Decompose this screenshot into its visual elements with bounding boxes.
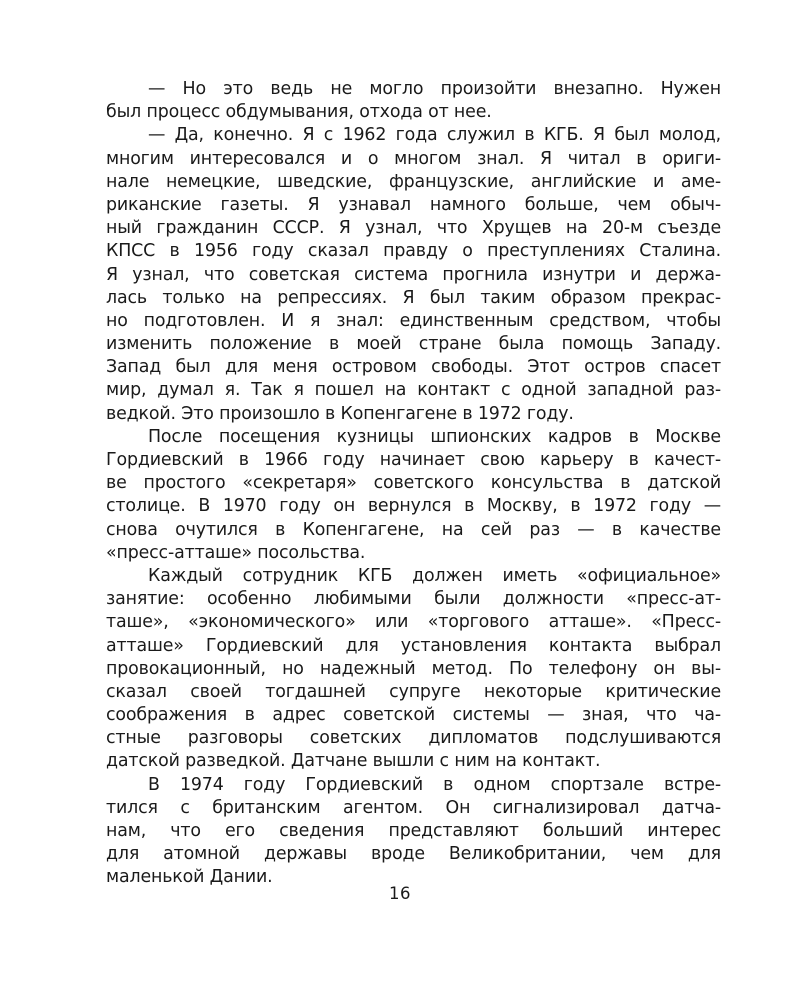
text-line: но подготовлен. И я знал: единственным средством, чтобы xyxy=(106,310,721,331)
text-line: тился с британским агентом. Он сигнализировал датча- xyxy=(106,797,721,818)
text-line: нам, что его сведения представляют больший интерес xyxy=(106,821,721,841)
text-line: изменить положение в моей стране была помощь Западу. xyxy=(106,334,721,355)
text-line: нале немецкие, шведские, французские, английские и аме- xyxy=(106,171,721,192)
text-line: ведкой. Это произошло в Копенгагене в 1972 году. xyxy=(106,403,574,424)
text-line: сказал своей тогдашней супруге некоторые критические xyxy=(106,681,721,702)
paragraph-1 xyxy=(106,78,721,124)
text-line: После посещения кузницы шпионских кадров в Москве xyxy=(148,426,721,447)
text-line: — Да, конечно. Я с 1962 года служил в КГБ. Я был молод, xyxy=(148,125,721,146)
text-line: Запад был для меня островом свободы. Этот остров спасет xyxy=(106,357,721,378)
text-line: таше», «экономического» или «торгового атташе». «Пресс- xyxy=(106,612,721,633)
text-line: соображения в адрес советской системы — зная, что ча- xyxy=(106,705,721,726)
body-text xyxy=(106,78,721,890)
page-number: 16 xyxy=(389,884,411,903)
text-line: был процесс обдумывания, отхода от нее. xyxy=(106,102,492,123)
text-line: занятие: особенно любимыми были должности «пресс-ат- xyxy=(106,589,721,610)
text-line: стные разговоры советских дипломатов подслушиваются xyxy=(106,728,721,749)
text-line: мир, думал я. Так я пошел на контакт с одной западной раз- xyxy=(106,380,721,401)
text-line: маленькой Дании. xyxy=(106,867,273,888)
text-line: датской разведкой. Датчане вышли с ним на контакт. xyxy=(106,751,601,772)
text-line: для атомной державы вроде Великобритании, чем для xyxy=(106,844,721,865)
text-line: столице. В 1970 году он вернулся в Москву, в 1972 году — xyxy=(106,496,721,517)
text-line: — Но это ведь не могло произойти внезапно. Нужен xyxy=(148,79,721,99)
text-line: снова очутился в Копенгагене, на сей раз — в качестве xyxy=(106,519,721,540)
text-line: риканские газеты. Я узнавал намного больше, чем обыч- xyxy=(106,194,721,215)
text-line: Я узнал, что советская система прогнила изнутри и держа- xyxy=(106,264,721,285)
text-line: В 1974 году Гордиевский в одном спортзале встре- xyxy=(148,774,721,795)
paragraph-5 xyxy=(106,774,721,890)
text-line: атташе» Гордиевский для установления контакта выбрал xyxy=(106,635,721,656)
text-line: Каждый сотрудник КГБ должен иметь «официальное» xyxy=(148,565,721,586)
text-line: ве простого «секретаря» советского консульства в датской xyxy=(106,473,721,494)
paragraph-4 xyxy=(106,565,721,774)
text-line: «пресс-атташе» посольства. xyxy=(106,542,366,563)
text-line: КПСС в 1956 году сказал правду о преступлениях Сталина. xyxy=(106,241,721,262)
paragraph-2 xyxy=(106,124,721,425)
text-line: провокационный, но надежный метод. По телефону он вы- xyxy=(106,658,721,679)
text-line: ный гражданин СССР. Я узнал, что Хрущев на 20-м съезде xyxy=(106,218,721,239)
text-line: Гордиевский в 1966 году начинает свою карьеру в качест- xyxy=(106,450,721,470)
paragraph-3 xyxy=(106,426,721,565)
text-line: многим интересовался и о многом знал. Я читал в ориги- xyxy=(106,148,721,169)
text-line: лась только на репрессиях. Я был таким образом прекрас- xyxy=(106,287,721,308)
